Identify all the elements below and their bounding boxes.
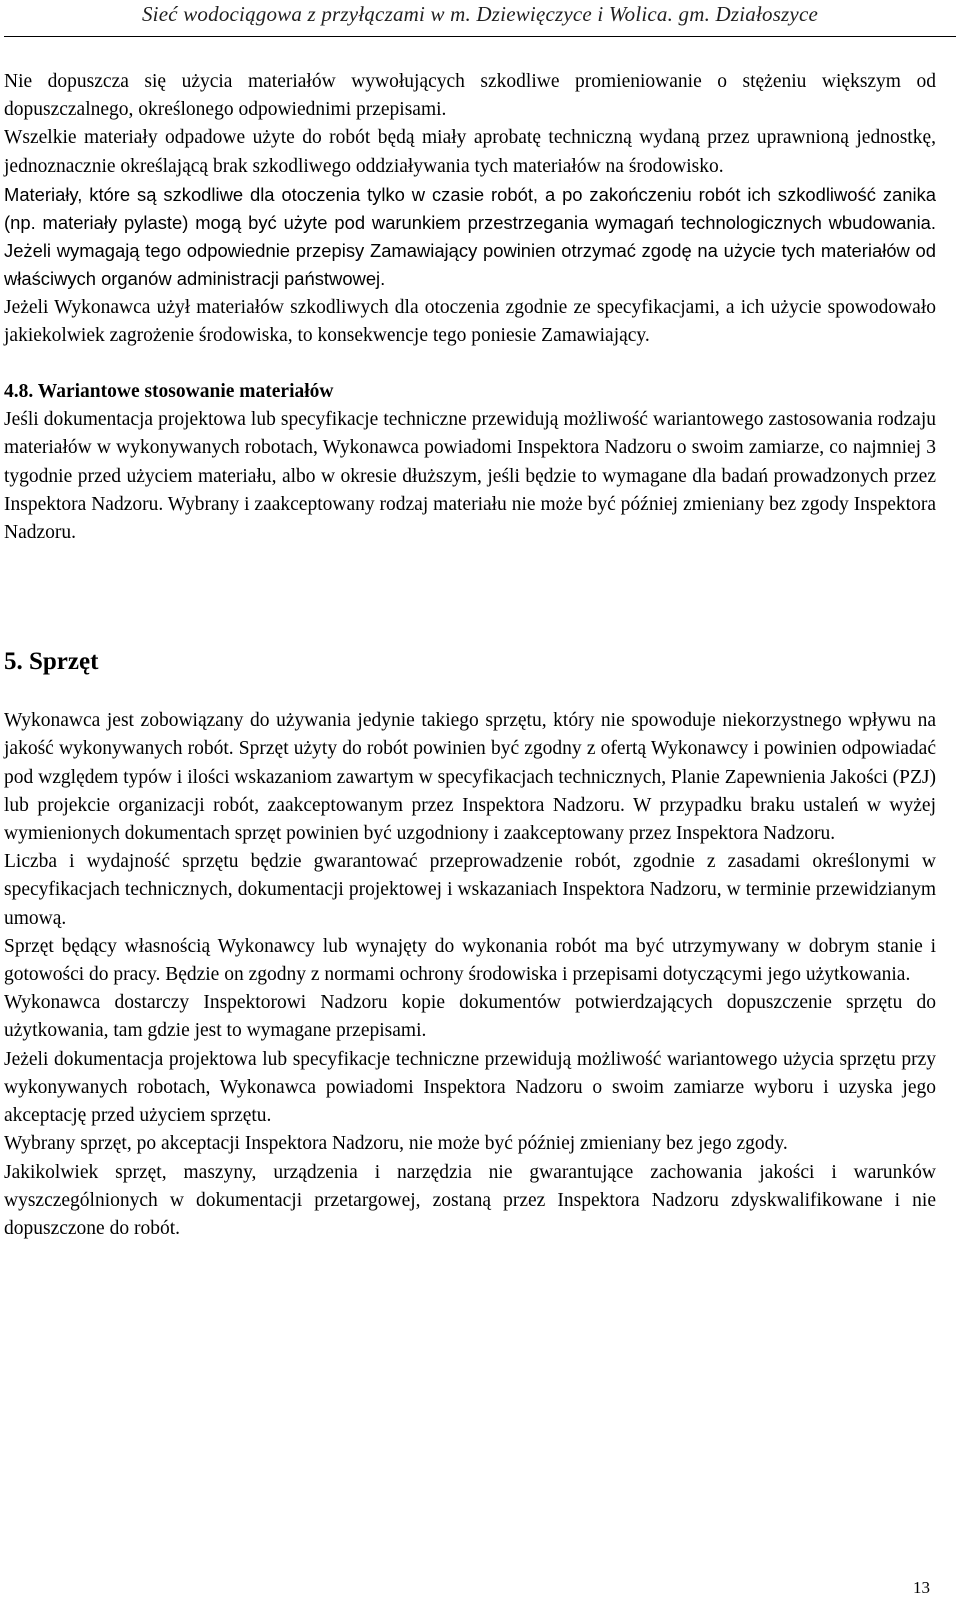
section-5-heading: 5. Sprzęt xyxy=(4,648,99,676)
paragraph-radiation: Nie dopuszcza się użycia materiałów wywołujących szkodliwe promieniowanie o stężeniu większym od dopuszczalnego, określonego odpowiednimi przepisami. xyxy=(4,71,936,121)
section-5-paragraph-6: Wybrany sprzęt, po akceptacji Inspektora Nadzoru, nie może być później zmieniany bez jego zgody. xyxy=(4,1133,788,1155)
section-5-paragraph-5: Jeżeli dokumentacja projektowa lub specyfikacje techniczne przewidują możliwość wariantowego użycia sprzętu przy wykonywanych robotach, Wykonawca powiadomi Inspektora Nadzoru o swoim zamiarze wyboru i uzyska jego akceptację przed użyciem sprzętu. xyxy=(4,1048,936,1127)
section-4-8-text: Jeśli dokumentacja projektowa lub specyfikacje techniczne przewidują możliwość wariantowego zastosowania rodzaju materiałów w wykonywanych robotach, Wykonawca powiadomi Inspektora Nadzoru o swoim zamiarze, co najmniej 3 tygodnie przed użyciem materiału, albo w okresie dłuższym, jeśli będzie to wymagane dla badań prowadzonych przez Inspektora Nadzoru. Wybrany i zaakceptowany rodzaj materiału nie może być później zmieniany bez zgody Inspektora Nadzoru. xyxy=(4,409,936,544)
section-5-paragraph-7: Jakikolwiek sprzęt, maszyny, urządzenia i narzędzia nie gwarantujące zachowania jakości i warunków wyszczególnionych w dokumentacji przetargowej, zostaną przez Inspektora Nadzoru zdyskwalifikowane i nie dopuszczone do robót. xyxy=(4,1161,936,1239)
section-5-paragraph-1: Wykonawca jest zobowiązany do używania jedynie takiego sprzętu, który nie spowoduje niekorzystnego wpływu na jakość wykonywanych robót. Sprzęt użyty do robót powinien być zgodny z ofertą Wykonawcy i powinien odpowiadać pod względem typów i ilości wskazaniom zawartym w specyfikacjach technicznych, Planie Zapewnienia Jakości (PZJ) lub projekcie organizacji robót, zaakceptowanym przez Inspektora Nadzoru. W przypadku braku ustaleń w wyżej wymienionych dokumentach sprzęt powinien być uzgodniony i zaakceptowany przez Inspektora Nadzoru. xyxy=(4,710,936,845)
paragraph-waste-materials: Wszelkie materiały odpadowe użyte do robót będą miały aprobatę techniczną wydaną przez uprawnioną jednostkę, jednoznacznie określającą brak szkodliwego oddziaływania tych materiałów na środowisko. xyxy=(4,127,936,177)
section-4-8-heading: 4.8. Wariantowe stosowanie materiałów xyxy=(4,381,334,403)
header-title: Sieć wodociągowa z przyłączami w m. Dziewięczyce i Wolica. gm. Działoszyce xyxy=(141,2,818,26)
paragraph-harmful-during-works: Materiały, które są szkodliwe dla otoczenia tylko w czasie robót, a po zakończeniu robót ich szkodliwość zanika (np. materiały pylaste) mogą być użyte pod warunkiem przestrzegania wymagań technologicznych wbudowania. Jeżeli wymagają tego odpowiednie przepisy Zamawiający powinien otrzymać zgodę na użycie tych materiałów od właściwych organów administracji państwowej. xyxy=(4,183,936,290)
page-number: 13 xyxy=(913,1578,930,1597)
document-body xyxy=(4,68,936,1243)
section-5-paragraph-2: Liczba i wydajność sprzętu będzie gwarantować przeprowadzenie robót, zgodnie z zasadami określonymi w specyfikacjach technicznych, dokumentacji projektowej i wskazaniach Inspektora Nadzoru, w terminie przewidzianym umową. xyxy=(4,851,936,929)
header-divider xyxy=(4,36,956,37)
section-5-paragraph-3: Sprzęt będący własnością Wykonawcy lub wynajęty do wykonania robót ma być utrzymywany w dobrym stanie i gotowości do pracy. Będzie on zgodny z normami ochrony środowiska i przepisami dotyczącymi jego użytkowania. xyxy=(4,935,936,986)
section-5-paragraph-4: Wykonawca dostarczy Inspektorowi Nadzoru kopie dokumentów potwierdzających dopuszczenie sprzętu do użytkowania, tam gdzie jest to wymagane przepisami. xyxy=(4,992,936,1042)
paragraph-contractor-liability: Jeżeli Wykonawca użył materiałów szkodliwych dla otoczenia zgodnie ze specyfikacjami, a ich użycie spowodowało jakiekolwiek zagrożenie środowiska, to konsekwencje tego poniesie Zamawiający. xyxy=(4,296,936,346)
page-header xyxy=(0,0,960,38)
